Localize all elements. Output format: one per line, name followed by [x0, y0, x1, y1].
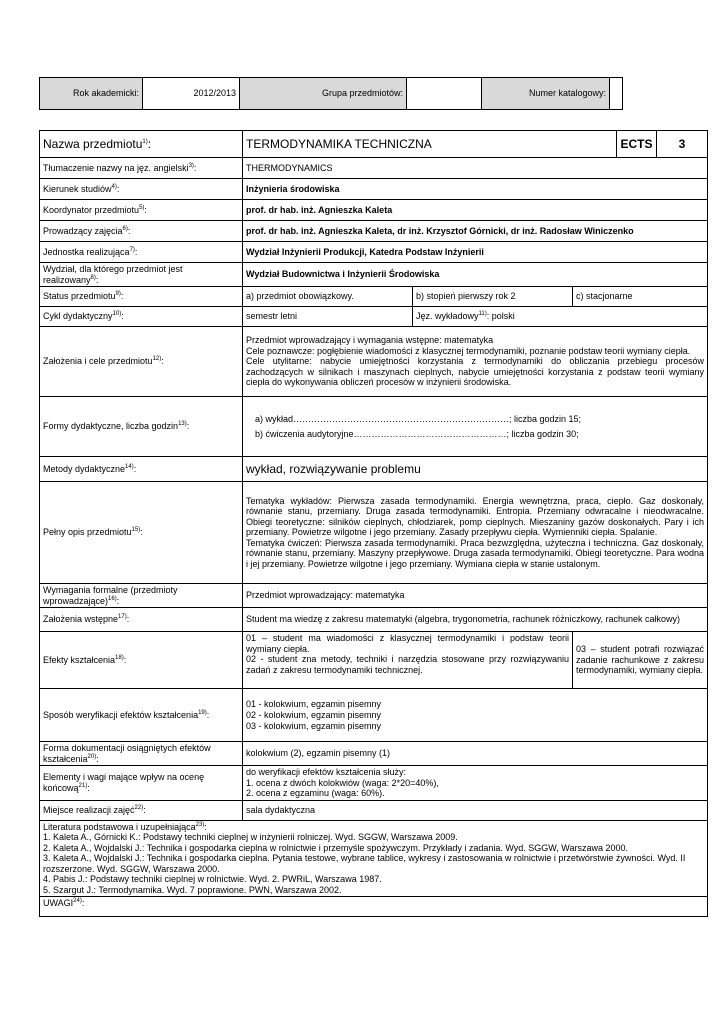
status-b: b) stopień pierwszy rok 2: [413, 287, 573, 307]
literatura-label: Literatura podstawowa i uzupełniająca$^{23)}$:: [43, 821, 207, 832]
wstepne-value: Student ma wiedzę z zakresu matematyki (algebra, trygonometria, rachunek różniczkowy, rachunek całkowy): [243, 608, 708, 632]
literatura-item: 4. Pabis J.: Podstawy techniki cieplnej w rolnictwie. Wyd. 2. PWRiL, Warszawa 1987.: [43, 874, 382, 884]
sposob-02: 02 - kolokwium, egzamin pisemny: [246, 709, 382, 720]
elementy-l3: 2. ocena z egzaminu (waga: 60%).: [246, 788, 385, 798]
zalozenia-label: Założenia i cele przedmiotu$^{12)}$:: [40, 327, 243, 397]
elementy-l2: 1. ocena z dwóch kolokwiów (waga: 2*20=40%),: [246, 777, 439, 788]
wymagania-value: Przedmiot wprowadzający: matematyka: [243, 584, 708, 608]
numer-katalogowy-value: [610, 78, 623, 110]
wymagania-label: Wymagania formalne (przedmioty wprowadzające)$^{16)}$:: [40, 584, 243, 608]
grupa-przedmiotow-value: [407, 78, 482, 110]
miejsce-value: sala dydaktyczna: [243, 800, 708, 820]
kierunek-label: Kierunek studiów$^{4)}$:: [40, 179, 243, 200]
uwagi: UWAGI$^{24)}$:: [40, 897, 708, 917]
nazwa-value: TERMODYNAMIKA TECHNICZNA: [243, 131, 617, 158]
zalozenia-p1: Przedmiot wprowadzający i wymagania wstępne: matematyka: [246, 335, 494, 346]
cykl-value: semestr letni: [243, 307, 413, 327]
status-a: a) przedmiot obowiązkowy.: [243, 287, 413, 307]
grupa-przedmiotow-label: Grupa przedmiotów:: [240, 78, 407, 110]
efekty-01: 01 – student ma wiadomości z klasycznej termodynamiki i podstaw teorii wymiany ciepła.: [246, 633, 569, 654]
tlumaczenie-value: THERMODYNAMICS: [243, 158, 708, 179]
ects-value: 3: [657, 131, 708, 158]
nazwa-label: Nazwa przedmiotu$^{1)}$:: [40, 131, 243, 158]
pelny-opis-p2: Tematyka ćwiczeń: Pierwsza zasada termodynamiki. Praca bezwzględna, użyteczna i techniczna. Gaz doskonały, równanie stanu, przemiany. Maszyny przepływowe. Druga zasada termodynamiki. Obiegi teoretyczne. Para wodna i jej przemiany. Powietrze wilgotne i jego przemiany. Wymiana ciepła w stanie ustalonym.: [246, 537, 704, 569]
literatura-item: 1. Kaleta A., Górnicki K.: Podstawy techniki cieplnej w inżynierii rolniczej. Wyd. SGGW, Warszawa 2009.: [43, 832, 458, 842]
wstepne-label: Założenia wstępne$^{17)}$:: [40, 608, 243, 632]
pelny-opis-value: [243, 482, 708, 584]
prowadzacy-value: prof. dr hab. inż. Agnieszka Kaleta, dr inż. Krzysztof Górnicki, dr inż. Radosław Winiczenko: [243, 221, 708, 242]
wydzial-label: Wydział, dla którego przedmiot jest realizowany$^{8)}$:: [40, 263, 243, 287]
zalozenia-p3: Cele utylitarne: nabycie umiejętności korzystania z termodynamiki do obliczania przebiegu procesów zachodzących w silnikach i maszynach cieplnych, nabycie umiejętności korzystania z podstaw teorii wymiany ciepła do wykonywania obliczeń procesów w inżynierii środowiska.: [246, 356, 704, 388]
course-table: [39, 130, 708, 917]
forma-dok-value: kolokwium (2), egzamin pisemny (1): [243, 742, 708, 766]
jednostka-label: Jednostka realizująca$^{7)}$:: [40, 242, 243, 263]
forma-dok-label: Forma dokumentacji osiągniętych efektów kształcenia$^{20)}$:: [40, 742, 243, 766]
cykl-label: Cykl dydaktyczny$^{10)}$:: [40, 307, 243, 327]
elementy-l1: do weryfikacji efektów kształcenia służy:: [246, 767, 407, 777]
elementy-value: [243, 766, 708, 801]
sposob-03: 03 - kolokwium, egzamin pisemny: [246, 720, 382, 731]
efekty-03: 03 – student potrafi rozwiązać zadanie rachunkowe z zakresu termodynamiki, wymiany ciepła.: [576, 644, 704, 676]
formy-a: a) wykład………………………………………………………………; liczba godzin 15;: [255, 413, 582, 424]
rok-akademicki-label: Rok akademicki:: [40, 78, 143, 110]
metody-label: Metody dydaktyczne$^{14)}$:: [40, 457, 243, 482]
status-c: c) stacjonarne: [573, 287, 708, 307]
formy-label: Formy dydaktyczne, liczba godzin$^{13)}$:: [40, 397, 243, 457]
literatura-item: 5. Szargut J.: Termodynamika. Wyd. 7 poprawione. PWN, Warszawa 2002.: [43, 884, 342, 895]
pelny-opis-label: Pełny opis przedmiotu$^{15)}$:: [40, 482, 243, 584]
pelny-opis-p1: Tematyka wykładów: Pierwsza zasada termodynamiki. Energia wewnętrzna, praca, ciepło. Gaz doskonały, równanie stanu, przemiany. Druga zasada termodynamiki. Entropia. Przemiany odwracalne i nieodwracalne. Obiegi teoretyczne: silników cieplnych, chłodziarek, pomp cieplnych. Mieszaniny gazów doskonałych. Pary i ich przemiany. Powietrze wilgotne i jego przemiany. Zasady przepływu ciepła. Wymienniki ciepła. Spalanie.: [246, 495, 704, 538]
prowadzacy-label: Prowadzący zajęcia$^{6)}$:: [40, 221, 243, 242]
koordynator-label: Koordynator przedmiotu$^{5)}$:: [40, 200, 243, 221]
efekty-right: [573, 632, 708, 689]
formy-value: [243, 397, 708, 457]
rok-akademicki-value: 2012/2013: [143, 78, 240, 110]
sposob-01: 01 - kolokwium, egzamin pisemny: [246, 698, 382, 709]
literatura-item: 3. Kaleta A., Wojdalski J.: Technika i gospodarka cieplna. Pytania testowe, wybrane tablice, wykresy i zastosowania w rolnictwie i przetwórstwie żywności. Wyd. II rozszerzone. Wyd. SGGW, Warszawa 2000.: [43, 853, 686, 874]
elementy-label: Elementy i wagi mające wpływ na ocenę końcową$^{21)}$:: [40, 766, 243, 801]
kierunek-value: Inżynieria środowiska: [243, 179, 708, 200]
efekty-label: Efekty kształcenia$^{18)}$:: [40, 632, 243, 689]
ects-label: ECTS: [617, 131, 657, 158]
zalozenia-p2: Cele poznawcze: pogłębienie wiadomości z klasycznej termodynamiki, poznanie podstaw teorii wymiany ciepła.: [246, 345, 691, 356]
jezyk-wykladowy: Jęz. wykładowy$^{11)}$: polski: [413, 307, 708, 327]
koordynator-value: prof. dr hab. inż. Agnieszka Kaleta: [243, 200, 708, 221]
wydzial-value: Wydział Budownictwa i Inżynierii Środowiska: [243, 263, 708, 287]
header-table: [39, 77, 623, 110]
jednostka-value: Wydział Inżynierii Produkcji, Katedra Podstaw Inżynierii: [243, 242, 708, 263]
sposob-value: [243, 689, 708, 742]
literatura: [40, 820, 708, 897]
efekty-02: 02 - student zna metody, techniki i narzędzia stosowane przy rozwiązywaniu zadań z zakresu termodynamiki technicznej.: [246, 654, 569, 675]
zalozenia-value: [243, 327, 708, 397]
miejsce-label: Miejsce realizacji zajęć$^{22)}$:: [40, 800, 243, 820]
sposob-label: Sposób weryfikacji efektów kształcenia$^{19)}$:: [40, 689, 243, 742]
literatura-item: 2. Kaleta A., Wojdalski J.: Technika i gospodarka cieplna w rolnictwie i przemyśle spożywczym. Przykłady i zadania. Wyd. SGGW, Warszawa 2000.: [43, 842, 628, 853]
metody-value: wykład, rozwiązywanie problemu: [243, 457, 708, 482]
formy-b: b) ćwiczenia audytoryjne……………………………………………; liczba godzin 30;: [255, 429, 579, 439]
numer-katalogowy-label: Numer katalogowy:: [482, 78, 610, 110]
efekty-left: [243, 632, 573, 689]
tlumaczenie-label: Tłumaczenie nazwy na jęz. angielski$^{3)}$:: [40, 158, 243, 179]
status-label: Status przedmiotu$^{9)}$:: [40, 287, 243, 307]
